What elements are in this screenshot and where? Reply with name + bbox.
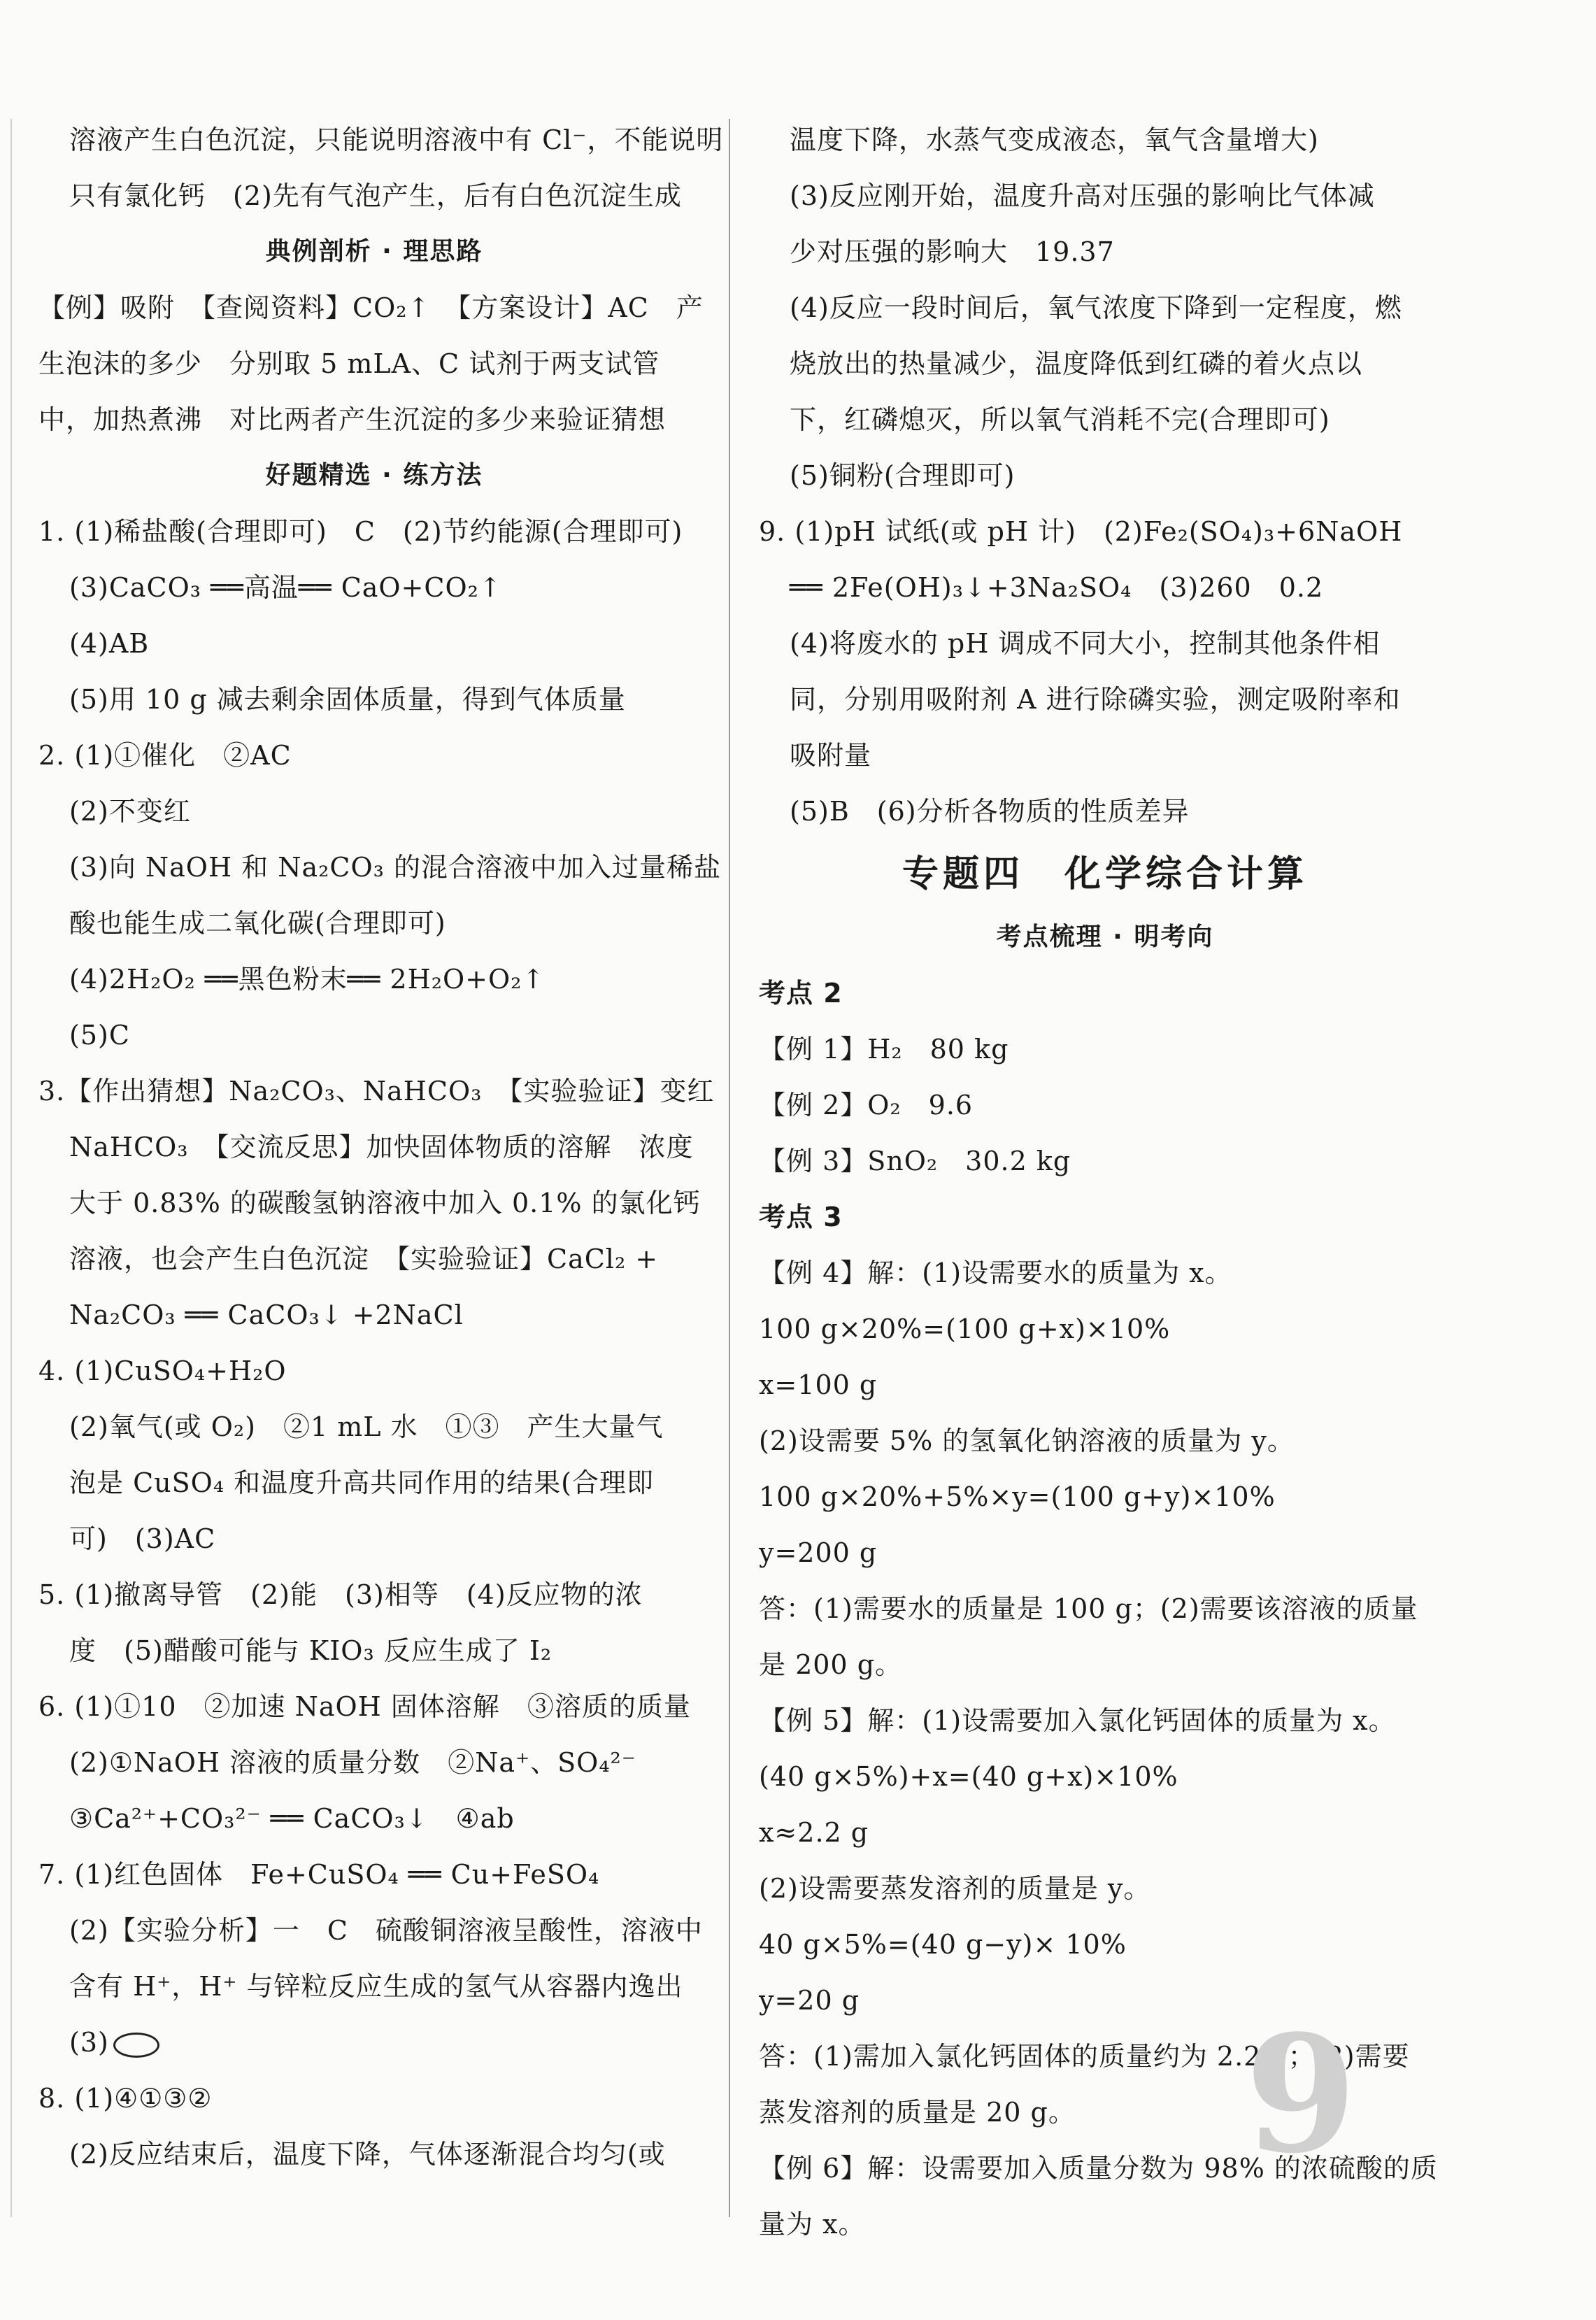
answer-line: (4)反应一段时间后，氧气浓度下降到一定程度，燃	[790, 292, 1402, 323]
answer-line	[38, 2014, 710, 2070]
answer-line: (40 g×5%)+x=(40 g+x)×10%	[759, 1761, 1178, 1792]
answer-line: 6. (1)①10 ②加速 NaOH 固体溶解 ③溶质的质量	[38, 1691, 691, 1722]
answer-line: 40 g×5%=(40 g−y)× 10%	[759, 1929, 1127, 1960]
answer-line: (5)铜粉(合理即可)	[790, 460, 1016, 491]
answer-line: 生泡沫的多少 分别取 5 mLA、C 试剂于两支试管	[38, 348, 660, 379]
column-divider	[729, 119, 730, 2217]
answer-line: (3)反应刚开始，温度升高对压强的影响比气体减	[790, 180, 1375, 211]
answer-line: (5)C	[69, 1020, 130, 1051]
answer-line: 少对压强的影响大 19.37	[790, 236, 1115, 267]
point-heading: 考点 3	[759, 1202, 843, 1232]
ellipse-drawing-icon	[113, 2033, 159, 2058]
point-heading: 考点 2	[759, 978, 843, 1009]
answer-line: 【例 1】H₂ 80 kg	[759, 1034, 1009, 1065]
answer-line: 下，红磷熄灭，所以氧气消耗不完(合理即可)	[790, 404, 1330, 435]
section-heading: 典例剖析 · 理思路	[265, 237, 483, 266]
answer-line: 含有 H⁺，H⁺ 与锌粒反应生成的氢气从容器内逸出	[69, 1971, 683, 2002]
answer-line: (3)向 NaOH 和 Na₂CO₃ 的混合溶液中加入过量稀盐	[69, 852, 721, 883]
answer-line: 4. (1)CuSO₄+H₂O	[38, 1355, 287, 1386]
answer-line: 【例 5】解：(1)设需要加入氯化钙固体的质量为 x。	[759, 1705, 1396, 1736]
answer-line: 1. (1)稀盐酸(合理即可) C (2)节约能源(合理即可)	[38, 516, 683, 547]
answer-line: (3)CaCO₃ ══高温══ CaO+CO₂↑	[69, 572, 502, 603]
answer-line: (2)【实验分析】一 C 硫酸铜溶液呈酸性，溶液中	[69, 1915, 703, 1946]
topic-title: 专题四 化学综合计算	[902, 853, 1308, 895]
answer-line: 度 (5)醋酸可能与 KIO₃ 反应生成了 I₂	[69, 1635, 553, 1666]
answer-line: 7. (1)红色固体 Fe+CuSO₄ ══ Cu+FeSO₄	[38, 1859, 600, 1890]
answer-line: 【例 2】O₂ 9.6	[759, 1090, 974, 1120]
answer-line: 同，分别用吸附剂 A 进行除磷实验，测定吸附率和	[790, 684, 1401, 715]
answer-line: ③Ca²⁺+CO₃²⁻ ══ CaCO₃↓ ④ab	[69, 1803, 515, 1834]
answer-line: 100 g×20%+5%×y=(100 g+y)×10%	[759, 1481, 1276, 1512]
answer-line: 是 200 g。	[759, 1649, 903, 1680]
answer-line: 100 g×20%=(100 g+x)×10%	[759, 1314, 1171, 1344]
answer-line: 2. (1)①催化 ②AC	[38, 740, 292, 771]
answer-line: x=100 g	[759, 1369, 878, 1400]
answer-line: 溶液产生白色沉淀，只能说明溶液中有 Cl⁻，不能说明	[69, 124, 724, 155]
answer-line: 可) (3)AC	[69, 1523, 216, 1554]
answer-line: 溶液，也会产生白色沉淀 【实验验证】CaCl₂ +	[69, 1244, 659, 1274]
answer-line: x≈2.2 g	[759, 1817, 869, 1848]
answer-line: 酸也能生成二氧化碳(合理即可)	[69, 908, 446, 939]
answer-line: 只有氯化钙 (2)先有气泡产生，后有白色沉淀生成	[69, 180, 682, 211]
answer-line: NaHCO₃ 【交流反思】加快固体物质的溶解 浓度	[69, 1132, 694, 1162]
answer-line: (2)设需要 5% 的氢氧化钠溶液的质量为 y。	[759, 1425, 1295, 1456]
answer-line: 泡是 CuSO₄ 和温度升高共同作用的结果(合理即	[69, 1467, 654, 1498]
answer-line: (4)2H₂O₂ ══黑色粉末══ 2H₂O+O₂↑	[69, 964, 546, 995]
answer-line: 大于 0.83% 的碳酸氢钠溶液中加入 0.1% 的氯化钙	[69, 1188, 701, 1218]
answer-line: y=20 g	[759, 1985, 860, 2016]
answer-line: (2)反应结束后，温度下降，气体逐渐混合均匀(或	[69, 2139, 666, 2170]
answer-line: 【例 6】解：设需要加入质量分数为 98% 的浓硫酸的质	[759, 2153, 1438, 2184]
answer-line: (5)B (6)分析各物质的性质差异	[790, 796, 1190, 827]
answer-line: 蒸发溶剂的质量是 20 g。	[759, 2097, 1076, 2128]
section-heading: 考点梳理 · 明考向	[996, 923, 1214, 951]
answer-line: ══ 2Fe(OH)₃↓+3Na₂SO₄ (3)260 0.2	[790, 572, 1324, 603]
page-number-watermark: 9	[1245, 2000, 1358, 2189]
answer-line: 【例 3】SnO₂ 30.2 kg	[759, 1146, 1071, 1176]
answer-line: 5. (1)撤离导管 (2)能 (3)相等 (4)反应物的浓	[38, 1579, 643, 1610]
answer-line: (2)氧气(或 O₂) ②1 mL 水 ①③ 产生大量气	[69, 1411, 664, 1442]
answer-line: y=200 g	[759, 1537, 878, 1568]
answer-line: (2)设需要蒸发溶剂的质量是 y。	[759, 1873, 1151, 1904]
answer-line: 烧放出的热量减少，温度降低到红磷的着火点以	[790, 348, 1363, 379]
answer-line: 答：(1)需加入氯化钙固体的质量约为 2.2 g；(2)需要	[759, 2041, 1410, 2072]
answer-line: (4)AB	[69, 628, 150, 659]
answer-line: (5)用 10 g 减去剩余固体质量，得到气体质量	[69, 684, 626, 715]
right-column	[759, 112, 1451, 2252]
left-margin-rule	[10, 119, 12, 2217]
answer-line: Na₂CO₃ ══ CaCO₃↓ +2NaCl	[69, 1300, 464, 1330]
answer-line: (4)将废水的 pH 调成不同大小，控制其他条件相	[790, 628, 1381, 659]
answer-line: 【例 4】解：(1)设需要水的质量为 x。	[759, 1258, 1232, 1288]
answer-line: 量为 x。	[759, 2209, 866, 2240]
answer-line: 8. (1)④①③②	[38, 2083, 213, 2114]
answer-line-text: (3)	[69, 2027, 109, 2058]
answer-line: 中，加热煮沸 对比两者产生沉淀的多少来验证猜想	[38, 404, 667, 435]
answer-line: 答：(1)需要水的质量是 100 g；(2)需要该溶液的质量	[759, 1593, 1418, 1624]
answer-line: 9. (1)pH 试纸(或 pH 计) (2)Fe₂(SO₄)₃+6NaOH	[759, 516, 1403, 547]
answer-line: 【例】吸附 【查阅资料】CO₂↑ 【方案设计】AC 产	[38, 292, 704, 323]
left-column	[38, 112, 724, 2182]
answer-line: 3.【作出猜想】Na₂CO₃、NaHCO₃ 【实验验证】变红	[38, 1076, 715, 1106]
section-heading: 好题精选 · 练方法	[265, 461, 483, 490]
answer-line: 温度下降，水蒸气变成液态，氧气含量增大)	[790, 124, 1319, 155]
answer-line: (2)不变红	[69, 796, 191, 827]
answer-line: 吸附量	[790, 740, 872, 771]
answer-line: (2)①NaOH 溶液的质量分数 ②Na⁺、SO₄²⁻	[69, 1747, 636, 1778]
